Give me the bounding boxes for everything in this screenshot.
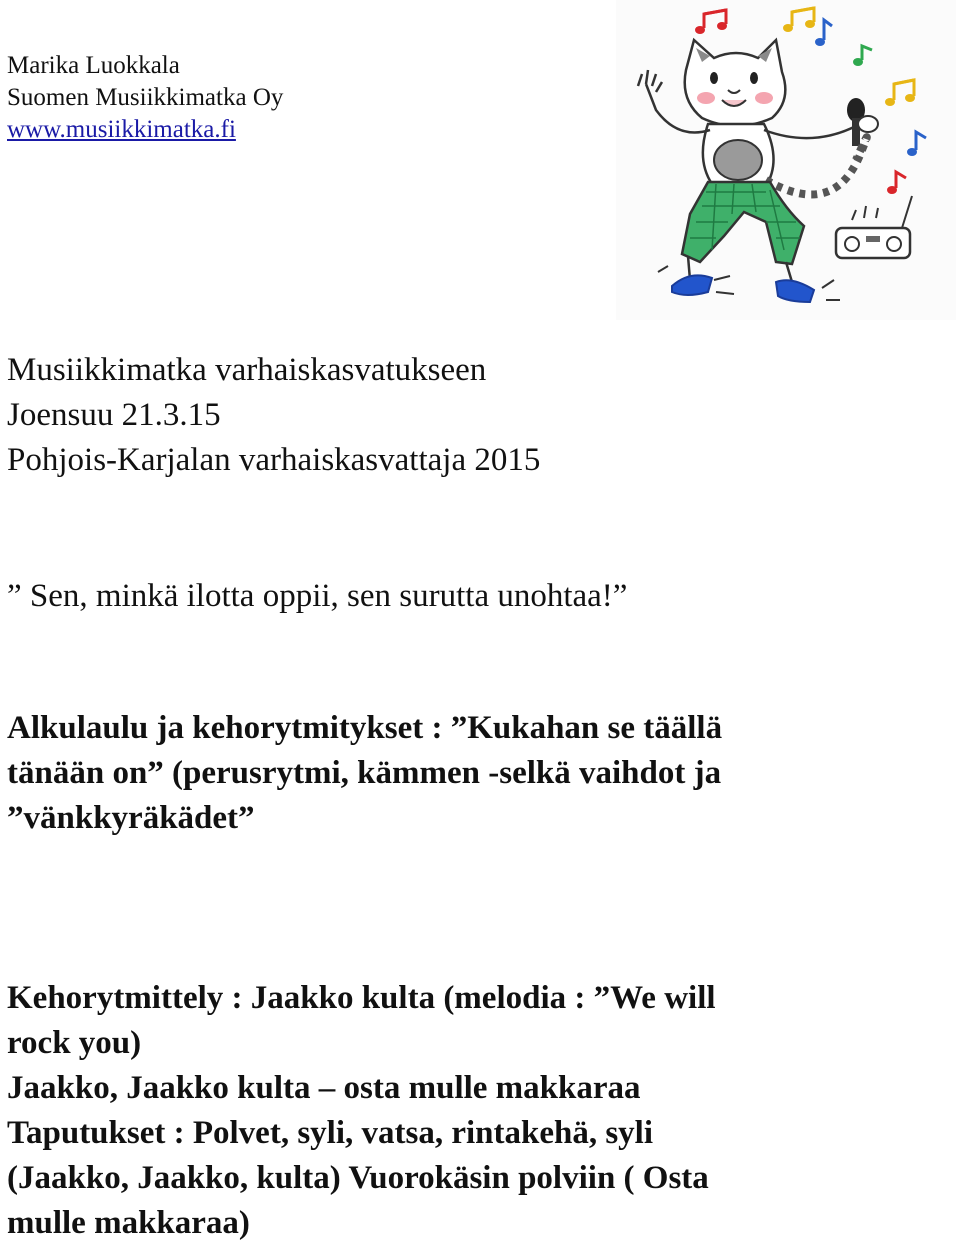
- author-block: [7, 50, 283, 146]
- paragraph-line: Taputukset : Polvet, syli, vatsa, rintakehä, syli: [7, 1115, 654, 1151]
- section-warmup: [7, 706, 907, 841]
- website-link[interactable]: www.musiikkimatka.fi: [7, 116, 236, 143]
- paragraph-line: mulle makkaraa): [7, 1205, 250, 1241]
- paragraph-line: ”vänkkyräkädet”: [7, 800, 255, 836]
- paragraph-line: (Jaakko, Jaakko, kulta) Vuorokäsin polviin ( Osta: [7, 1160, 709, 1196]
- paragraph-line: tänään on” (perusrytmi, kämmen -selkä vaihdot ja: [7, 755, 722, 791]
- paragraph-line: Alkulaulu ja kehorytmitykset : ”Kukahan se täällä: [7, 710, 723, 746]
- dancing-cat-illustration-icon: [616, 0, 956, 320]
- section-body-rhythm: [7, 976, 907, 1246]
- paragraph-line: rock you): [7, 1025, 142, 1061]
- company-name: Suomen Musiikkimatka Oy: [7, 84, 284, 111]
- author-name: Marika Luokkala: [7, 52, 180, 79]
- event-title: Musiikkimatka varhaiskasvatukseen: [7, 352, 487, 388]
- event-subtitle: Pohjois-Karjalan varhaiskasvattaja 2015: [7, 442, 541, 478]
- quote-text: ” Sen, minkä ilotta oppii, sen surutta unohtaa!”: [7, 578, 628, 614]
- event-date-place: Joensuu 21.3.15: [7, 397, 221, 433]
- paragraph-line: Jaakko, Jaakko kulta – osta mulle makkaraa: [7, 1070, 641, 1106]
- paragraph-line: Kehorytmittely : Jaakko kulta (melodia : ”We will: [7, 980, 716, 1016]
- event-block: [7, 348, 540, 483]
